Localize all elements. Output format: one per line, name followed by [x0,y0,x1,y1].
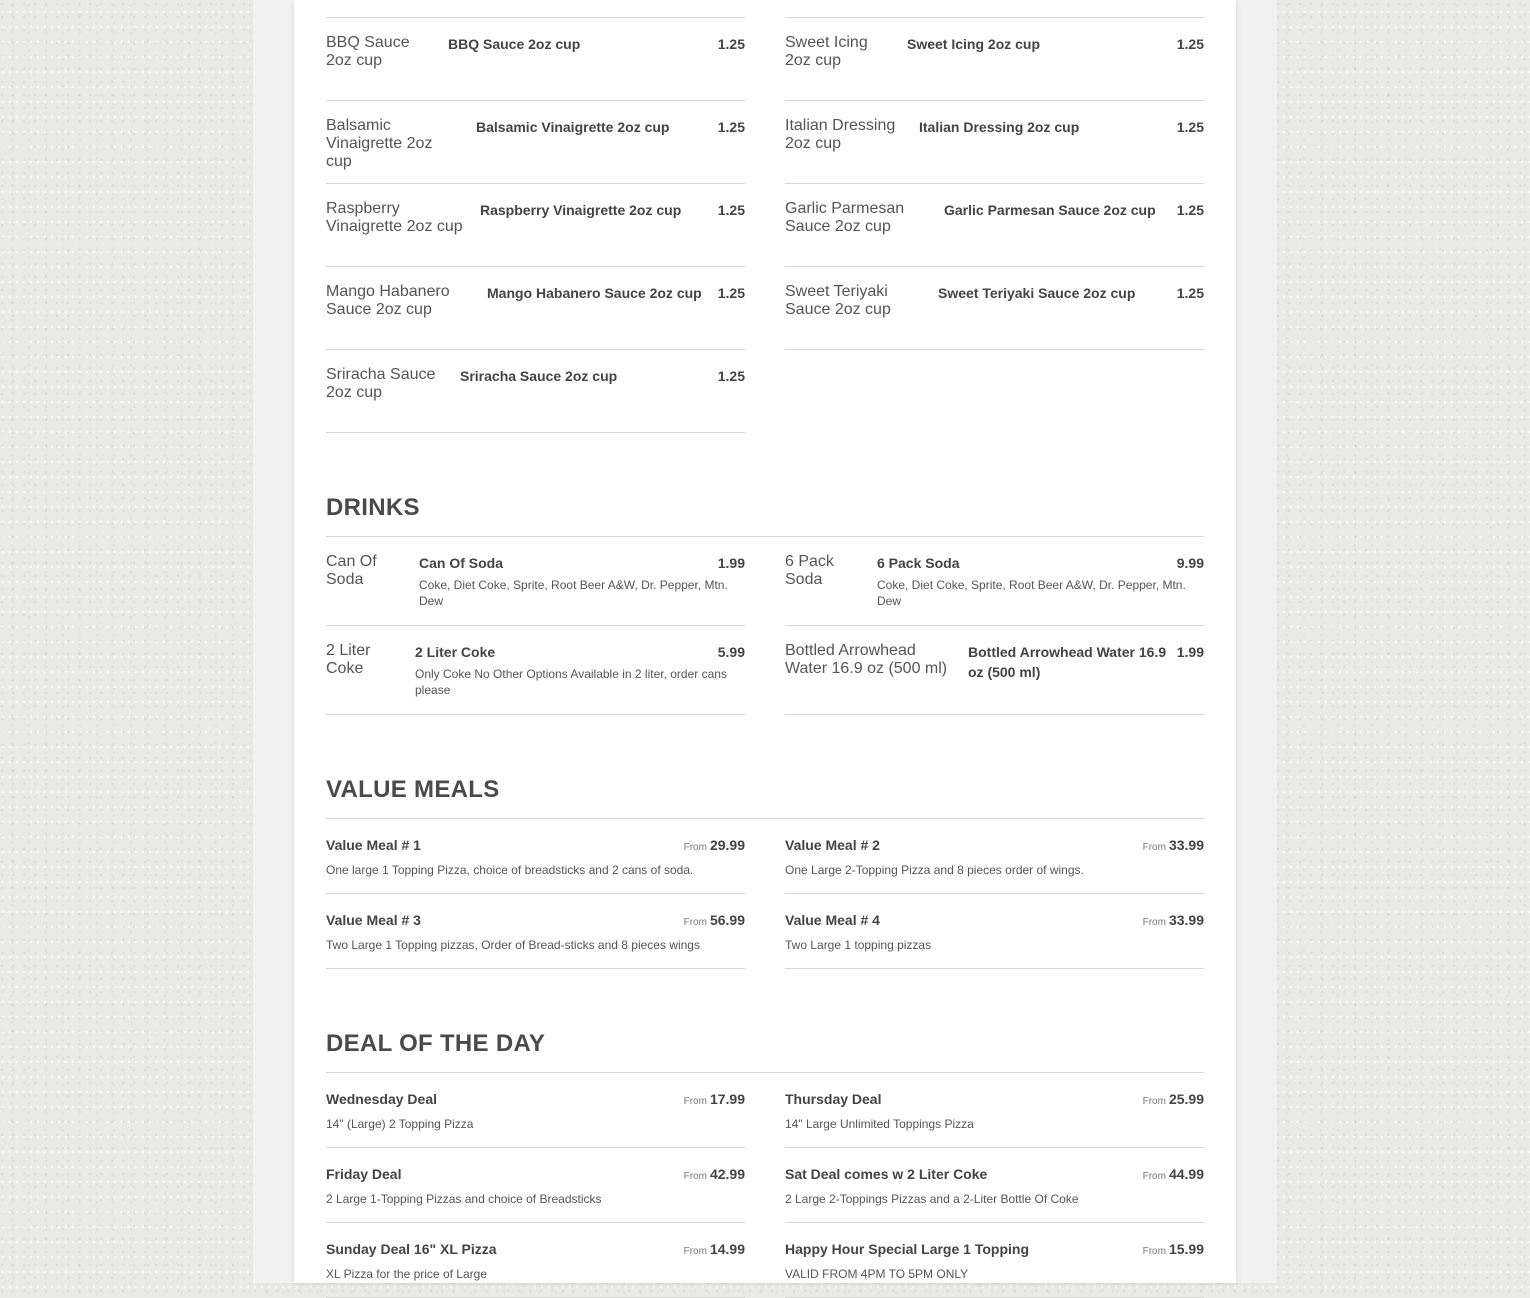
menu-item[interactable] [326,1223,745,1298]
menu-item[interactable] [785,1148,1204,1223]
item-image: 2 Liter Coke [326,642,371,677]
item-description: Two Large 1 Topping pizzas, Order of Bread-sticks and 8 pieces wings [326,938,700,952]
item-name: Wednesday Deal [326,1091,438,1107]
item-price: 1.25 [717,202,745,218]
item-price: 1.25 [1176,285,1204,301]
item-description: Coke, Diet Coke, Sprite, Root Beer A&W, Dr. Pepper, Mtn. Dew [419,578,728,608]
item-name: 6 Pack Soda [877,555,960,571]
price-prefix: From [683,1171,707,1182]
item-image: Sweet Teriyaki Sauce 2oz cup [785,283,891,318]
menu-item[interactable] [326,819,745,894]
item-price: 33.99 [1168,912,1204,928]
item-name: Sunday Deal 16" XL Pizza [326,1241,497,1257]
item-name: Raspberry Vinaigrette 2oz cup [480,202,682,218]
item-price: 17.99 [709,1091,745,1107]
item-name: Sweet Icing 2oz cup [907,36,1041,52]
item-description: XL Pizza for the price of Large [326,1267,487,1281]
price-prefix: From [683,1246,707,1257]
price-prefix: From [1142,1096,1166,1107]
item-price: 1.25 [717,119,745,135]
item-image: BBQ Sauce 2oz cup [326,34,410,69]
item-name: Sat Deal comes w 2 Liter Coke [785,1166,988,1182]
price-prefix: From [683,1096,707,1107]
item-name: 2 Liter Coke [415,644,496,660]
item-name: Sriracha Sauce 2oz cup [460,368,618,384]
item-price: 33.99 [1168,837,1204,853]
menu-item[interactable] [326,1073,745,1148]
item-name: Value Meal # 4 [785,912,880,928]
item-price: 1.25 [1176,119,1204,135]
item-image: 6 Pack Soda [785,553,834,588]
menu-item[interactable] [785,184,1204,267]
item-image: Sweet Icing 2oz cup [785,34,868,69]
item-price: 1.25 [717,368,745,384]
menu-item[interactable] [785,819,1204,894]
deal-of-the-day-grid [326,1073,1204,1298]
divider [785,17,1204,18]
item-image: Can Of Soda [326,553,377,588]
menu-item[interactable] [326,626,745,715]
price-prefix: From [683,842,707,853]
item-price: 1.25 [1176,202,1204,218]
section-title-deal-of-the-day: DEAL OF THE DAY [326,1030,546,1057]
item-name: BBQ Sauce 2oz cup [448,36,581,52]
item-price: 9.99 [1176,555,1204,571]
price-prefix: From [1142,917,1166,928]
item-name: Bottled Arrowhead Water 16.9 oz (500 ml) [968,644,1167,680]
item-name: Happy Hour Special Large 1 Topping [785,1241,1029,1257]
item-image: Mango Habanero Sauce 2oz cup [326,283,450,318]
item-name: Garlic Parmesan Sauce 2oz cup [944,202,1156,218]
item-price: 14.99 [709,1241,745,1257]
menu-item[interactable] [326,101,745,184]
menu-item[interactable] [326,267,745,350]
item-name: Balsamic Vinaigrette 2oz cup [476,119,670,135]
item-price: 5.99 [717,644,745,660]
item-image: Bottled Arrowhead Water 16.9 oz (500 ml) [785,642,948,677]
menu-item[interactable] [785,894,1204,969]
item-name: Friday Deal [326,1166,402,1182]
item-name: Italian Dressing 2oz cup [919,119,1080,135]
menu-item[interactable] [785,626,1204,715]
menu-item[interactable] [785,18,1204,101]
item-name: Sweet Teriyaki Sauce 2oz cup [938,285,1136,301]
item-price: 15.99 [1168,1241,1204,1257]
price-prefix: From [683,917,707,928]
item-description: Only Coke No Other Options Available in 2 liter, order cans please [415,667,727,697]
section-title-drinks: DRINKS [326,494,420,521]
item-description: Coke, Diet Coke, Sprite, Root Beer A&W, Dr. Pepper, Mtn. Dew [877,578,1186,608]
drinks-grid [326,537,1204,715]
sauces-grid [326,18,1204,433]
item-name: Value Meal # 2 [785,837,880,853]
menu-item[interactable] [326,1148,745,1223]
item-description: One Large 2-Topping Pizza and 8 pieces order of wings. [785,863,1084,877]
menu-item[interactable] [785,101,1204,184]
item-name: Value Meal # 1 [326,837,421,853]
menu-item[interactable] [785,1073,1204,1148]
item-price: 1.99 [717,555,745,571]
item-price: 1.25 [1176,36,1204,52]
item-price: 44.99 [1168,1166,1204,1182]
item-price: 1.25 [717,36,745,52]
item-description: 2 Large 2-Toppings Pizzas and a 2-Liter Bottle Of Coke [785,1192,1079,1206]
menu-item[interactable] [785,537,1204,626]
item-price: 25.99 [1168,1091,1204,1107]
menu-item[interactable] [785,1223,1204,1298]
item-image: Sriracha Sauce 2oz cup [326,366,436,401]
item-description: 14" (Large) 2 Topping Pizza [326,1117,474,1131]
price-prefix: From [1142,842,1166,853]
item-description: 14" Large Unlimited Toppings Pizza [785,1117,974,1131]
price-prefix: From [1142,1246,1166,1257]
price-prefix: From [1142,1171,1166,1182]
item-image: Balsamic Vinaigrette 2oz cup [326,117,433,170]
item-price: 1.25 [717,285,745,301]
item-name: Thursday Deal [785,1091,882,1107]
item-description: VALID FROM 4PM TO 5PM ONLY [785,1267,969,1281]
item-price: 56.99 [709,912,745,928]
menu-item[interactable] [326,894,745,969]
item-image: Raspberry Vinaigrette 2oz cup [326,200,463,235]
menu-item[interactable] [326,18,745,101]
section-title-value-meals: VALUE MEALS [326,776,500,803]
menu-item[interactable] [326,184,745,267]
item-image: Italian Dressing 2oz cup [785,117,896,152]
item-price: 42.99 [709,1166,745,1182]
value-meals-grid [326,819,1204,969]
item-price: 1.99 [1176,644,1204,660]
item-description: 2 Large 1-Topping Pizzas and choice of Breadsticks [326,1192,602,1206]
divider [326,17,745,18]
item-name: Value Meal # 3 [326,912,421,928]
item-description: Two Large 1 topping pizzas [785,938,932,952]
item-name: Can Of Soda [419,555,504,571]
item-name: Mango Habanero Sauce 2oz cup [487,285,702,301]
menu-item[interactable] [326,537,745,626]
item-price: 29.99 [709,837,745,853]
item-image: Garlic Parmesan Sauce 2oz cup [785,200,905,235]
menu-item[interactable] [326,350,745,433]
menu-item[interactable] [785,267,1204,350]
item-description: One large 1 Topping Pizza, choice of breadsticks and 2 cans of soda. [326,863,694,877]
